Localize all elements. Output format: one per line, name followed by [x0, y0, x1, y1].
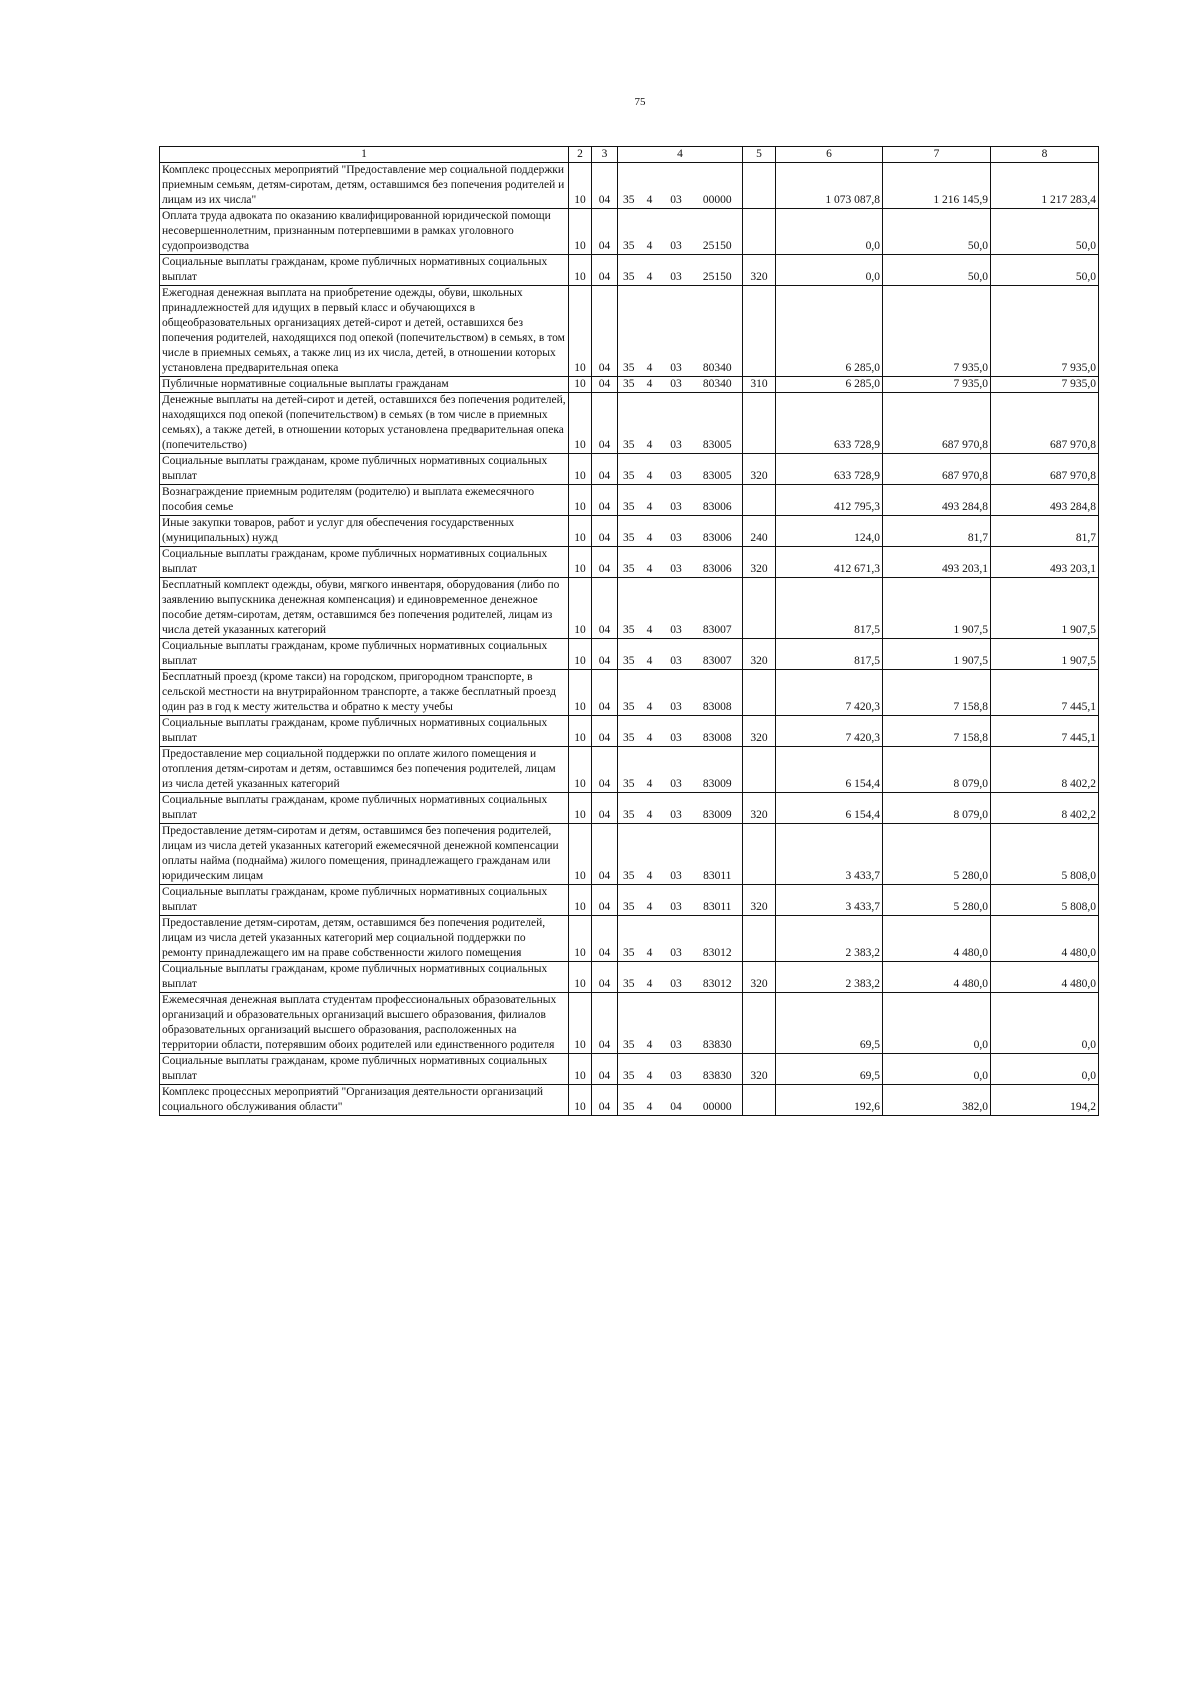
target-code-direction: 83011 — [693, 885, 743, 916]
expense-type-code — [743, 286, 776, 377]
subsection-code: 04 — [592, 516, 618, 547]
subsection-code: 04 — [592, 547, 618, 578]
expense-type-code — [743, 747, 776, 793]
subsection-code: 04 — [592, 485, 618, 516]
amount-col-6: 6 154,4 — [776, 793, 883, 824]
target-code-program: 35 — [618, 547, 640, 578]
amount-col-7: 7 935,0 — [883, 377, 991, 393]
section-code: 10 — [569, 209, 592, 255]
section-code: 10 — [569, 286, 592, 377]
table-row — [160, 962, 1099, 993]
amount-col-8: 5 808,0 — [991, 824, 1099, 885]
table-row — [160, 393, 1099, 454]
table-row — [160, 747, 1099, 793]
amount-col-8: 493 284,8 — [991, 485, 1099, 516]
target-code-complex: 03 — [660, 916, 693, 962]
subsection-code: 04 — [592, 578, 618, 639]
target-code-complex: 03 — [660, 716, 693, 747]
row-description: Социальные выплаты гражданам, кроме публичных нормативных социальных выплат — [160, 639, 569, 670]
amount-col-8: 1 217 283,4 — [991, 163, 1099, 209]
amount-col-8: 50,0 — [991, 255, 1099, 286]
target-code-direction: 83012 — [693, 962, 743, 993]
target-code-complex: 03 — [660, 793, 693, 824]
target-code-type: 4 — [640, 793, 660, 824]
target-code-type: 4 — [640, 716, 660, 747]
table-row — [160, 163, 1099, 209]
target-code-program: 35 — [618, 962, 640, 993]
row-description: Ежегодная денежная выплата на приобретение одежды, обуви, школьных принадлежностей для идущих в первый класс и обучающихся в общеобразовательных организациях детей-сирот и детей, оставшихся без попечения родителей, находящихся под опекой (попечительством) в семьях, в том числе в приемных семьях, а также лиц из их числа, детей, в отношении которых установлена предварительная опека — [160, 286, 569, 377]
amount-col-7: 382,0 — [883, 1085, 991, 1116]
table-row — [160, 454, 1099, 485]
section-code: 10 — [569, 639, 592, 670]
expense-type-code: 320 — [743, 1054, 776, 1085]
amount-col-6: 69,5 — [776, 993, 883, 1054]
expense-type-code — [743, 209, 776, 255]
amount-col-6: 6 285,0 — [776, 286, 883, 377]
row-description: Социальные выплаты гражданам, кроме публичных нормативных социальных выплат — [160, 255, 569, 286]
target-code-direction: 83830 — [693, 993, 743, 1054]
target-code-direction: 25150 — [693, 255, 743, 286]
amount-col-7: 81,7 — [883, 516, 991, 547]
amount-col-7: 50,0 — [883, 209, 991, 255]
target-code-complex: 03 — [660, 485, 693, 516]
target-code-direction: 83008 — [693, 716, 743, 747]
expense-type-code — [743, 163, 776, 209]
target-code-direction: 83006 — [693, 516, 743, 547]
amount-col-8: 0,0 — [991, 1054, 1099, 1085]
target-code-complex: 03 — [660, 516, 693, 547]
target-code-direction: 80340 — [693, 286, 743, 377]
target-code-type: 4 — [640, 163, 660, 209]
expense-type-code — [743, 993, 776, 1054]
table-row — [160, 993, 1099, 1054]
target-code-complex: 03 — [660, 824, 693, 885]
target-code-complex: 03 — [660, 578, 693, 639]
amount-col-7: 7 158,8 — [883, 670, 991, 716]
amount-col-7: 8 079,0 — [883, 793, 991, 824]
section-code: 10 — [569, 670, 592, 716]
table-row — [160, 793, 1099, 824]
subsection-code: 04 — [592, 793, 618, 824]
amount-col-7: 5 280,0 — [883, 885, 991, 916]
subsection-code: 04 — [592, 163, 618, 209]
target-code-type: 4 — [640, 993, 660, 1054]
subsection-code: 04 — [592, 716, 618, 747]
target-code-program: 35 — [618, 516, 640, 547]
target-code-direction: 83007 — [693, 578, 743, 639]
header-col-7: 7 — [883, 147, 991, 163]
target-code-type: 4 — [640, 824, 660, 885]
amount-col-6: 412 671,3 — [776, 547, 883, 578]
table-row — [160, 255, 1099, 286]
target-code-program: 35 — [618, 454, 640, 485]
subsection-code: 04 — [592, 670, 618, 716]
amount-col-7: 1 907,5 — [883, 639, 991, 670]
row-description: Предоставление мер социальной поддержки по оплате жилого помещения и отопления детям-сиротам и детям, оставшимся без попечения родителей, лицам из числа детей указанных категорий — [160, 747, 569, 793]
table-row — [160, 547, 1099, 578]
header-col-4: 4 — [618, 147, 743, 163]
target-code-type: 4 — [640, 639, 660, 670]
section-code: 10 — [569, 793, 592, 824]
amount-col-6: 69,5 — [776, 1054, 883, 1085]
section-code: 10 — [569, 578, 592, 639]
expense-type-code — [743, 1085, 776, 1116]
target-code-direction: 83009 — [693, 747, 743, 793]
amount-col-7: 7 158,8 — [883, 716, 991, 747]
target-code-complex: 03 — [660, 885, 693, 916]
subsection-code: 04 — [592, 639, 618, 670]
amount-col-7: 4 480,0 — [883, 962, 991, 993]
amount-col-6: 6 285,0 — [776, 377, 883, 393]
target-code-type: 4 — [640, 393, 660, 454]
table-row — [160, 286, 1099, 377]
amount-col-7: 493 203,1 — [883, 547, 991, 578]
expense-type-code — [743, 916, 776, 962]
table-row — [160, 916, 1099, 962]
table-row — [160, 377, 1099, 393]
amount-col-8: 687 970,8 — [991, 393, 1099, 454]
target-code-program: 35 — [618, 716, 640, 747]
row-description: Социальные выплаты гражданам, кроме публичных нормативных социальных выплат — [160, 547, 569, 578]
amount-col-8: 194,2 — [991, 1085, 1099, 1116]
amount-col-6: 3 433,7 — [776, 824, 883, 885]
section-code: 10 — [569, 1085, 592, 1116]
subsection-code: 04 — [592, 255, 618, 286]
amount-col-8: 7 445,1 — [991, 716, 1099, 747]
target-code-program: 35 — [618, 793, 640, 824]
target-code-complex: 03 — [660, 1054, 693, 1085]
target-code-program: 35 — [618, 639, 640, 670]
target-code-program: 35 — [618, 1054, 640, 1085]
amount-col-8: 7 935,0 — [991, 286, 1099, 377]
table-row — [160, 516, 1099, 547]
row-description: Ежемесячная денежная выплата студентам профессиональных образовательных организаций и образовательных организаций высшего образования, филиалов образовательных организаций высшего образования, расположенных на территории области, потерявшим обоих родителей или единственного родителя — [160, 993, 569, 1054]
amount-col-8: 7 445,1 — [991, 670, 1099, 716]
target-code-direction: 83006 — [693, 547, 743, 578]
header-row — [160, 147, 1099, 163]
amount-col-7: 50,0 — [883, 255, 991, 286]
amount-col-8: 1 907,5 — [991, 639, 1099, 670]
target-code-direction: 83005 — [693, 393, 743, 454]
header-col-1: 1 — [160, 147, 569, 163]
amount-col-8: 8 402,2 — [991, 793, 1099, 824]
row-description: Бесплатный проезд (кроме такси) на городском, пригородном транспорте, в сельской местности на внутрирайонном транспорте, а также бесплатный проезд один раз в год к месту жительства и обратно к месту учебы — [160, 670, 569, 716]
target-code-direction: 25150 — [693, 209, 743, 255]
expense-type-code — [743, 578, 776, 639]
target-code-type: 4 — [640, 516, 660, 547]
amount-col-6: 3 433,7 — [776, 885, 883, 916]
subsection-code: 04 — [592, 885, 618, 916]
target-code-type: 4 — [640, 885, 660, 916]
row-description: Социальные выплаты гражданам, кроме публичных нормативных социальных выплат — [160, 716, 569, 747]
target-code-program: 35 — [618, 747, 640, 793]
expense-type-code: 240 — [743, 516, 776, 547]
section-code: 10 — [569, 393, 592, 454]
target-code-direction: 83009 — [693, 793, 743, 824]
amount-col-6: 412 795,3 — [776, 485, 883, 516]
target-code-program: 35 — [618, 993, 640, 1054]
row-description: Социальные выплаты гражданам, кроме публичных нормативных социальных выплат — [160, 962, 569, 993]
row-description: Социальные выплаты гражданам, кроме публичных нормативных социальных выплат — [160, 1054, 569, 1085]
table-body — [160, 163, 1099, 1116]
section-code: 10 — [569, 885, 592, 916]
row-description: Комплекс процессных мероприятий "Предоставление мер социальной поддержки приемным семьям, детям-сиротам, детям, оставшимся без попечения родителей и лицам из их числа" — [160, 163, 569, 209]
amount-col-8: 8 402,2 — [991, 747, 1099, 793]
section-code: 10 — [569, 255, 592, 286]
target-code-complex: 03 — [660, 163, 693, 209]
subsection-code: 04 — [592, 962, 618, 993]
target-code-direction: 83005 — [693, 454, 743, 485]
amount-col-7: 7 935,0 — [883, 286, 991, 377]
section-code: 10 — [569, 716, 592, 747]
target-code-program: 35 — [618, 393, 640, 454]
target-code-program: 35 — [618, 885, 640, 916]
target-code-complex: 03 — [660, 993, 693, 1054]
table-row — [160, 885, 1099, 916]
amount-col-8: 7 935,0 — [991, 377, 1099, 393]
amount-col-8: 4 480,0 — [991, 916, 1099, 962]
expense-type-code: 320 — [743, 547, 776, 578]
target-code-type: 4 — [640, 255, 660, 286]
amount-col-7: 493 284,8 — [883, 485, 991, 516]
amount-col-8: 493 203,1 — [991, 547, 1099, 578]
section-code: 10 — [569, 516, 592, 547]
amount-col-6: 0,0 — [776, 209, 883, 255]
header-col-3: 3 — [592, 147, 618, 163]
amount-col-6: 817,5 — [776, 639, 883, 670]
amount-col-7: 0,0 — [883, 1054, 991, 1085]
subsection-code: 04 — [592, 1085, 618, 1116]
target-code-type: 4 — [640, 454, 660, 485]
target-code-type: 4 — [640, 916, 660, 962]
target-code-complex: 03 — [660, 393, 693, 454]
subsection-code: 04 — [592, 1054, 618, 1085]
target-code-type: 4 — [640, 547, 660, 578]
expense-type-code — [743, 670, 776, 716]
table-row — [160, 578, 1099, 639]
target-code-type: 4 — [640, 670, 660, 716]
amount-col-6: 817,5 — [776, 578, 883, 639]
amount-col-6: 2 383,2 — [776, 916, 883, 962]
row-description: Социальные выплаты гражданам, кроме публичных нормативных социальных выплат — [160, 885, 569, 916]
target-code-program: 35 — [618, 377, 640, 393]
table-row — [160, 209, 1099, 255]
amount-col-7: 687 970,8 — [883, 454, 991, 485]
section-code: 10 — [569, 547, 592, 578]
target-code-direction: 80340 — [693, 377, 743, 393]
target-code-complex: 03 — [660, 639, 693, 670]
table-row — [160, 639, 1099, 670]
target-code-complex: 03 — [660, 547, 693, 578]
header-col-6: 6 — [776, 147, 883, 163]
target-code-program: 35 — [618, 209, 640, 255]
section-code: 10 — [569, 454, 592, 485]
row-description: Вознаграждение приемным родителям (родителю) и выплата ежемесячного пособия семье — [160, 485, 569, 516]
amount-col-7: 1 907,5 — [883, 578, 991, 639]
target-code-type: 4 — [640, 1054, 660, 1085]
amount-col-8: 81,7 — [991, 516, 1099, 547]
table-row — [160, 1054, 1099, 1085]
target-code-program: 35 — [618, 255, 640, 286]
target-code-direction: 83006 — [693, 485, 743, 516]
target-code-direction: 00000 — [693, 1085, 743, 1116]
budget-table — [159, 146, 1099, 1116]
amount-col-7: 687 970,8 — [883, 393, 991, 454]
amount-col-8: 0,0 — [991, 993, 1099, 1054]
target-code-direction: 00000 — [693, 163, 743, 209]
subsection-code: 04 — [592, 209, 618, 255]
amount-col-7: 1 216 145,9 — [883, 163, 991, 209]
table-row — [160, 716, 1099, 747]
header-col-5: 5 — [743, 147, 776, 163]
section-code: 10 — [569, 916, 592, 962]
expense-type-code: 310 — [743, 377, 776, 393]
amount-col-6: 7 420,3 — [776, 670, 883, 716]
target-code-direction: 83012 — [693, 916, 743, 962]
subsection-code: 04 — [592, 377, 618, 393]
amount-col-6: 192,6 — [776, 1085, 883, 1116]
target-code-program: 35 — [618, 163, 640, 209]
target-code-type: 4 — [640, 209, 660, 255]
target-code-complex: 03 — [660, 286, 693, 377]
section-code: 10 — [569, 163, 592, 209]
amount-col-6: 633 728,9 — [776, 393, 883, 454]
expense-type-code: 320 — [743, 962, 776, 993]
target-code-type: 4 — [640, 377, 660, 393]
section-code: 10 — [569, 377, 592, 393]
amount-col-6: 7 420,3 — [776, 716, 883, 747]
target-code-program: 35 — [618, 670, 640, 716]
subsection-code: 04 — [592, 824, 618, 885]
amount-col-8: 687 970,8 — [991, 454, 1099, 485]
header-col-8: 8 — [991, 147, 1099, 163]
target-code-type: 4 — [640, 286, 660, 377]
table-row — [160, 1085, 1099, 1116]
target-code-program: 35 — [618, 916, 640, 962]
section-code: 10 — [569, 747, 592, 793]
table-row — [160, 670, 1099, 716]
row-description: Оплата труда адвоката по оказанию квалифицированной юридической помощи несовершеннолетним, признанным потерпевшими в рамках уголовного судопроизводства — [160, 209, 569, 255]
target-code-complex: 03 — [660, 454, 693, 485]
target-code-complex: 03 — [660, 209, 693, 255]
expense-type-code — [743, 393, 776, 454]
row-description: Предоставление детям-сиротам, детям, оставшимся без попечения родителей, лицам из числа детей указанных категорий мер социальной поддержки по ремонту принадлежащего им на праве собственности жилого помещения — [160, 916, 569, 962]
subsection-code: 04 — [592, 747, 618, 793]
amount-col-6: 633 728,9 — [776, 454, 883, 485]
amount-col-8: 4 480,0 — [991, 962, 1099, 993]
target-code-program: 35 — [618, 824, 640, 885]
target-code-complex: 03 — [660, 377, 693, 393]
subsection-code: 04 — [592, 393, 618, 454]
subsection-code: 04 — [592, 993, 618, 1054]
subsection-code: 04 — [592, 916, 618, 962]
expense-type-code: 320 — [743, 454, 776, 485]
target-code-program: 35 — [618, 286, 640, 377]
expense-type-code: 320 — [743, 885, 776, 916]
expense-type-code: 320 — [743, 793, 776, 824]
table-row — [160, 485, 1099, 516]
amount-col-6: 1 073 087,8 — [776, 163, 883, 209]
target-code-direction: 83008 — [693, 670, 743, 716]
amount-col-6: 124,0 — [776, 516, 883, 547]
target-code-program: 35 — [618, 578, 640, 639]
target-code-complex: 03 — [660, 670, 693, 716]
amount-col-8: 1 907,5 — [991, 578, 1099, 639]
target-code-program: 35 — [618, 1085, 640, 1116]
row-description: Социальные выплаты гражданам, кроме публичных нормативных социальных выплат — [160, 454, 569, 485]
row-description: Комплекс процессных мероприятий "Организация деятельности организаций социального обслуживания области" — [160, 1085, 569, 1116]
row-description: Публичные нормативные социальные выплаты гражданам — [160, 377, 569, 393]
target-code-complex: 04 — [660, 1085, 693, 1116]
amount-col-7: 8 079,0 — [883, 747, 991, 793]
header-col-2: 2 — [569, 147, 592, 163]
target-code-complex: 03 — [660, 255, 693, 286]
target-code-direction: 83007 — [693, 639, 743, 670]
target-code-direction: 83830 — [693, 1054, 743, 1085]
amount-col-8: 50,0 — [991, 209, 1099, 255]
amount-col-6: 2 383,2 — [776, 962, 883, 993]
target-code-type: 4 — [640, 747, 660, 793]
subsection-code: 04 — [592, 286, 618, 377]
expense-type-code — [743, 824, 776, 885]
row-description: Денежные выплаты на детей-сирот и детей, оставшихся без попечения родителей, находящихся под опекой (попечительством) в семьях (в том числе в приемных семьях), а также детей, в отношении которых установлена предварительная опека (попечительство) — [160, 393, 569, 454]
subsection-code: 04 — [592, 454, 618, 485]
amount-col-7: 5 280,0 — [883, 824, 991, 885]
target-code-type: 4 — [640, 962, 660, 993]
section-code: 10 — [569, 485, 592, 516]
amount-col-8: 5 808,0 — [991, 885, 1099, 916]
target-code-complex: 03 — [660, 962, 693, 993]
section-code: 10 — [569, 1054, 592, 1085]
section-code: 10 — [569, 993, 592, 1054]
amount-col-6: 0,0 — [776, 255, 883, 286]
row-description: Иные закупки товаров, работ и услуг для обеспечения государственных (муниципальных) нужд — [160, 516, 569, 547]
row-description: Бесплатный комплект одежды, обуви, мягкого инвентаря, оборудования (либо по заявлению выпускника денежная компенсация) и единовременное денежное пособие детям-сиротам, детям, оставшимся без попечения родителей, лицам из числа детей указанных категорий — [160, 578, 569, 639]
table-row — [160, 824, 1099, 885]
target-code-complex: 03 — [660, 747, 693, 793]
amount-col-7: 0,0 — [883, 993, 991, 1054]
expense-type-code: 320 — [743, 716, 776, 747]
expense-type-code: 320 — [743, 639, 776, 670]
section-code: 10 — [569, 962, 592, 993]
expense-type-code: 320 — [743, 255, 776, 286]
target-code-type: 4 — [640, 578, 660, 639]
section-code: 10 — [569, 824, 592, 885]
page-number: 75 — [634, 96, 646, 108]
row-description: Социальные выплаты гражданам, кроме публичных нормативных социальных выплат — [160, 793, 569, 824]
target-code-program: 35 — [618, 485, 640, 516]
target-code-type: 4 — [640, 485, 660, 516]
amount-col-6: 6 154,4 — [776, 747, 883, 793]
expense-type-code — [743, 485, 776, 516]
target-code-type: 4 — [640, 1085, 660, 1116]
target-code-direction: 83011 — [693, 824, 743, 885]
row-description: Предоставление детям-сиротам и детям, оставшимся без попечения родителей, лицам из числа детей указанных категорий ежемесячной денежной компенсации оплаты найма (поднайма) жилого помещения, принадлежащего гражданам или юридическим лицам — [160, 824, 569, 885]
amount-col-7: 4 480,0 — [883, 916, 991, 962]
